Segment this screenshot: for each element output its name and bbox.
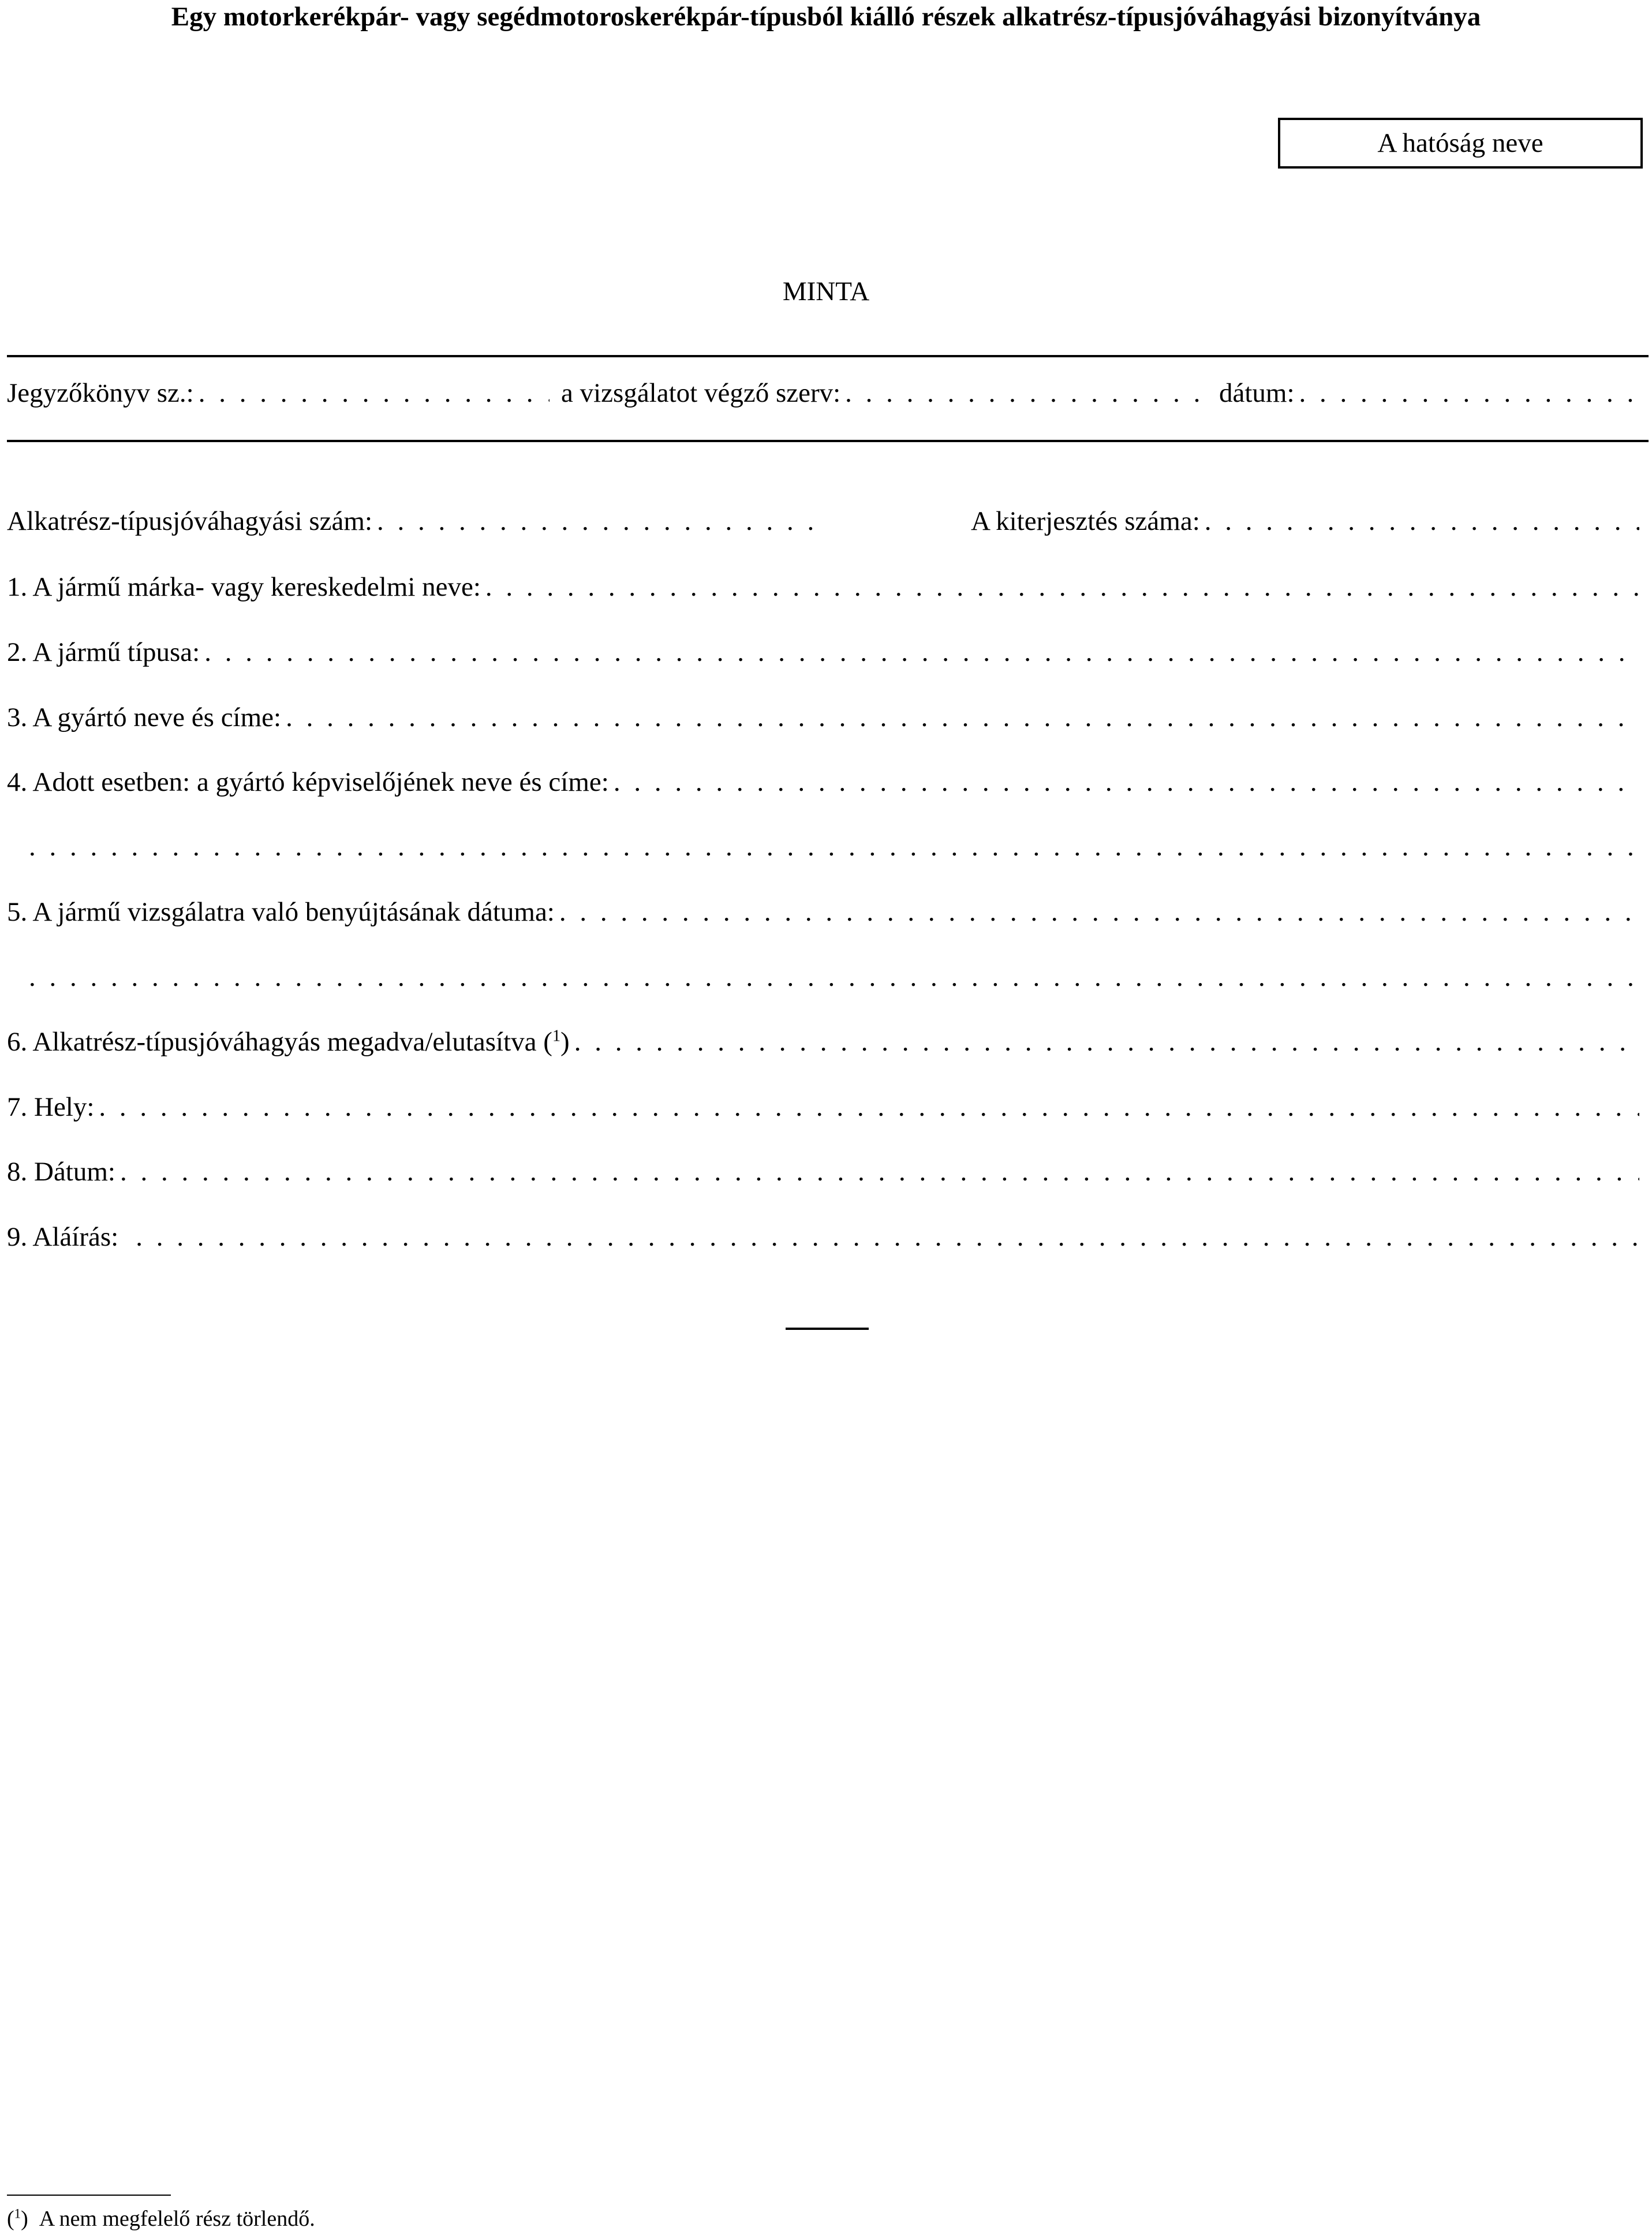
item-8-label: 8. Dátum: bbox=[7, 1157, 115, 1187]
footnote-text: A nem megfelelő rész törlendő. bbox=[39, 2207, 315, 2231]
item-8-field[interactable] bbox=[120, 1156, 1639, 1187]
sample-label: MINTA bbox=[782, 276, 870, 306]
second-divider bbox=[7, 440, 1649, 442]
footnote: ($^1$) A nem megfelelő rész törlendő. bbox=[7, 2206, 315, 2231]
item-3 bbox=[7, 702, 1639, 739]
item-5-label: 5. A jármű vizsgálatra való benyújtásának dátuma: bbox=[7, 897, 555, 927]
report-number-field[interactable] bbox=[199, 377, 550, 409]
item-2-label: 2. A jármű típusa: bbox=[7, 637, 200, 667]
item-6-label: 6. Alkatrész-típusjóváhagyás megadva/elutasítva ($^1$) bbox=[7, 1027, 570, 1057]
item-7-field[interactable] bbox=[99, 1092, 1639, 1123]
footnote-ref: 1 bbox=[552, 1027, 561, 1045]
report-date-label: dátum: bbox=[1219, 378, 1295, 408]
item-4-continuation bbox=[29, 831, 1649, 868]
item-7 bbox=[7, 1092, 1639, 1128]
document-title: Egy motorkerékpár- vagy segédmotoroskerékpár-típusból kiálló részek alkatrész-típusjóváhagyási bizonyítványa bbox=[171, 2, 1481, 32]
approval-number-label: Alkatrész-típusjóváhagyási szám: bbox=[7, 506, 373, 536]
item-1 bbox=[7, 571, 1639, 608]
signature-field[interactable] bbox=[136, 1221, 1639, 1253]
item-5 bbox=[7, 896, 1639, 933]
item-6-field[interactable] bbox=[574, 1026, 1639, 1057]
approval-number-field[interactable] bbox=[377, 506, 815, 537]
item-2-field[interactable] bbox=[204, 637, 1639, 668]
item-5-field-continued[interactable] bbox=[29, 962, 1649, 993]
approval-line bbox=[7, 506, 1639, 543]
item-4 bbox=[7, 767, 1639, 803]
item-1-label: 1. A jármű márka- vagy kereskedelmi neve: bbox=[7, 572, 481, 602]
extension-number-label: A kiterjesztés száma: bbox=[971, 506, 1200, 536]
top-divider bbox=[7, 355, 1649, 357]
end-rule bbox=[786, 1328, 869, 1330]
footnote-mark: 1 bbox=[14, 2206, 21, 2221]
footnote-separator bbox=[7, 2195, 171, 2196]
item-7-label: 7. Hely: bbox=[7, 1092, 95, 1122]
item-5-continuation bbox=[29, 962, 1649, 999]
report-number-label: Jegyzőkönyv sz.: bbox=[7, 378, 194, 408]
item-3-field[interactable] bbox=[286, 702, 1639, 733]
test-body-label: a vizsgálatot végző szerv: bbox=[561, 378, 841, 408]
item-1-field[interactable] bbox=[485, 571, 1639, 603]
item-9 bbox=[7, 1221, 1639, 1258]
item-8 bbox=[7, 1156, 1639, 1193]
item-6 bbox=[7, 1026, 1639, 1063]
report-date-field[interactable] bbox=[1299, 377, 1639, 409]
item-2 bbox=[7, 637, 1639, 674]
test-body-field[interactable] bbox=[845, 377, 1208, 409]
report-line bbox=[7, 377, 1639, 414]
extension-number-field[interactable] bbox=[1205, 506, 1639, 537]
item-5-field[interactable] bbox=[559, 896, 1639, 928]
item-3-label: 3. A gyártó neve és címe: bbox=[7, 702, 282, 732]
item-9-label: 9. Aláírás: bbox=[7, 1222, 119, 1252]
authority-name-box: A hatóság neve bbox=[1278, 118, 1643, 169]
item-4-field[interactable] bbox=[614, 767, 1639, 798]
item-4-field-continued[interactable] bbox=[29, 831, 1649, 862]
item-4-label: 4. Adott esetben: a gyártó képviselőjének neve és címe: bbox=[7, 767, 609, 797]
